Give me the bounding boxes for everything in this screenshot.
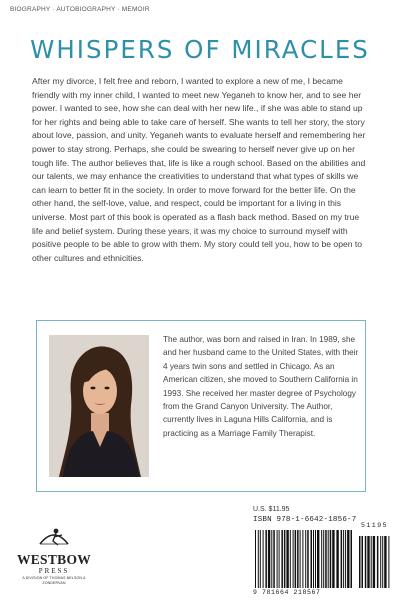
book-title: WHISPERS OF MIRACLES (30, 35, 370, 64)
publisher-division: A DIVISION OF THOMAS NELSON & ZONDERVAN (22, 576, 86, 585)
price-label: U.S. $11.95 (253, 506, 290, 513)
author-bio: The author, was born and raised in Iran. In 1989, she and her husband came to the United States, with their 4 years twin sons and settled in Chicago. As an American citizen, she moved to Southern California in 1993. She received her master degree of Psychology from the Grand Canyon University. The Author, currently lives in Laguna Hills California, and is practicing as a Marriage Family Therapist. (163, 335, 359, 438)
barcode-block (253, 516, 391, 596)
author-photo (49, 335, 149, 477)
westbow-archer-logo-icon (34, 524, 74, 548)
barcode-number: 9 781664 218567 (253, 589, 321, 596)
barcode-digits (253, 522, 391, 596)
publisher-logo (14, 524, 94, 586)
isbn-label: ISBN 978-1-6642-1856-7 (253, 516, 357, 524)
publisher-name: WESTBOW (16, 552, 92, 567)
barcode-icon (253, 526, 391, 588)
price-code: 51195 (361, 522, 389, 529)
genre-label: BIOGRAPHY · AUTOBIOGRAPHY · MEMOIR (10, 6, 150, 13)
back-cover-blurb: After my divorce, I felt free and reborn, I wanted to explore a new of me, I became friendly with my inner child, I wanted to meet new Yeganeh to know her, and to see her power. I wanted to see, how she can deal with her new life., if she was able to stand up for her rights and being able to take care of herself. She wants to tell her story, the story about love, passion, and unity. Yeganeh wants to evaluate herself and remembering her power to stay strong. Perhaps, she could be swearing to herself never give up on her tough life. The author believes that, life is like a rough school. Based on the abilities and our talents, we may enhance the creativities to understand that what types of skills we can learn to better fit in the society. In order to move forward for the better life. On the other hand, the self-love, value, and respect, could be important for a living in this universe. Most part of this book is operated as a flash back method. Based on my true life and belief system. During these years, it was my choice to surround myself with positive people to be able to grow with them. My story could tell you, how to be open to other cultures and ethnicities. (32, 76, 366, 263)
publisher-press: PRESS (38, 567, 70, 575)
author-bio-box (36, 320, 366, 492)
